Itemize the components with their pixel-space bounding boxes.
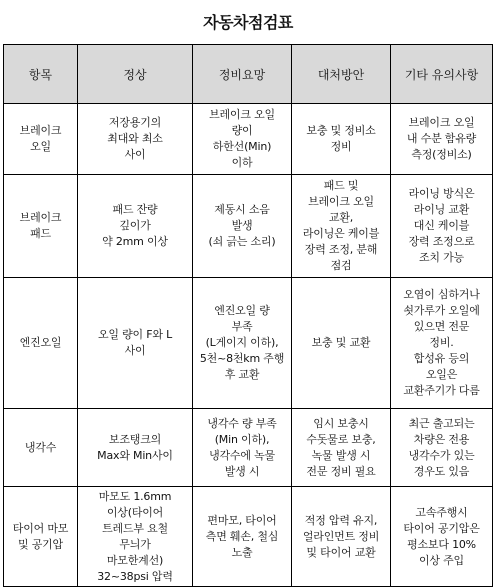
cell-item: 엔진오일 (4, 278, 78, 409)
header-needs-service: 정비요망 (193, 45, 292, 104)
cell-needs-service: 브레이크 오일 량이 하한선(Min) 이하 (193, 104, 292, 175)
header-item: 항목 (4, 45, 78, 104)
cell-notes: 브레이크 오일 내 수분 함유량 측정(정비소) (391, 104, 493, 175)
inspection-table (3, 44, 493, 587)
cell-notes: 고속주행시 타이어 공기압은 평소보다 10% 이상 주입 (391, 487, 493, 587)
cell-action: 보충 및 정비소 정비 (292, 104, 391, 175)
cell-action: 보충 및 교환 (292, 278, 391, 409)
cell-notes: 오염이 심하거나 쇳가루가 오일에 있으면 전문 정비. 합성유 등의 오일은 교환주기가 다름 (391, 278, 493, 409)
header-notes: 기타 유의사항 (391, 45, 493, 104)
table-row (4, 278, 493, 409)
table-row (4, 175, 493, 278)
cell-item: 냉각수 (4, 409, 78, 487)
cell-notes: 최근 출고되는 차량은 전용 냉각수가 있는 경우도 있음 (391, 409, 493, 487)
cell-needs-service: 냉각수 량 부족 (Min 이하), 냉각수에 녹물 발생 시 (193, 409, 292, 487)
cell-normal: 오일 량이 F와 L 사이 (78, 278, 193, 409)
table-row (4, 409, 493, 487)
cell-action: 패드 및 브레이크 오일 교환, 라이닝은 케이블 장력 조정, 분해 점검 (292, 175, 391, 278)
cell-item: 타이어 마모 및 공기압 (4, 487, 78, 587)
cell-normal: 보조탱크의 Max와 Min사이 (78, 409, 193, 487)
cell-normal: 패드 잔량 깊이가 약 2mm 이상 (78, 175, 193, 278)
cell-needs-service: 엔진오일 량 부족 (L게이지 이하), 5천~8천km 주행 후 교환 (193, 278, 292, 409)
page-title: 자동차점검표 (203, 13, 293, 32)
cell-needs-service: 제동시 소음 발생 (쇠 긁는 소리) (193, 175, 292, 278)
cell-item: 브레이크 패드 (4, 175, 78, 278)
header-action: 대처방안 (292, 45, 391, 104)
cell-normal: 저장용기의 최대와 최소 사이 (78, 104, 193, 175)
cell-needs-service: 편마모, 타이어 측면 훼손, 철심 노출 (193, 487, 292, 587)
table-row (4, 104, 493, 175)
cell-notes: 라이닝 방식은 라이닝 교환 대신 케이블 장력 조정으로 조치 가능 (391, 175, 493, 278)
table-header-row (4, 45, 493, 104)
cell-action: 임시 보충시 수돗물로 보충, 녹물 발생 시 전문 정비 필요 (292, 409, 391, 487)
cell-action: 적정 압력 유지, 얼라인먼트 정비 및 타이어 교환 (292, 487, 391, 587)
header-normal: 정상 (78, 45, 193, 104)
cell-normal: 마모도 1.6mm 이상(타이어 트레드부 요철 무늬가 마모한계선) 32~38psi 압력 (78, 487, 193, 587)
table-row (4, 487, 493, 587)
cell-item: 브레이크 오일 (4, 104, 78, 175)
